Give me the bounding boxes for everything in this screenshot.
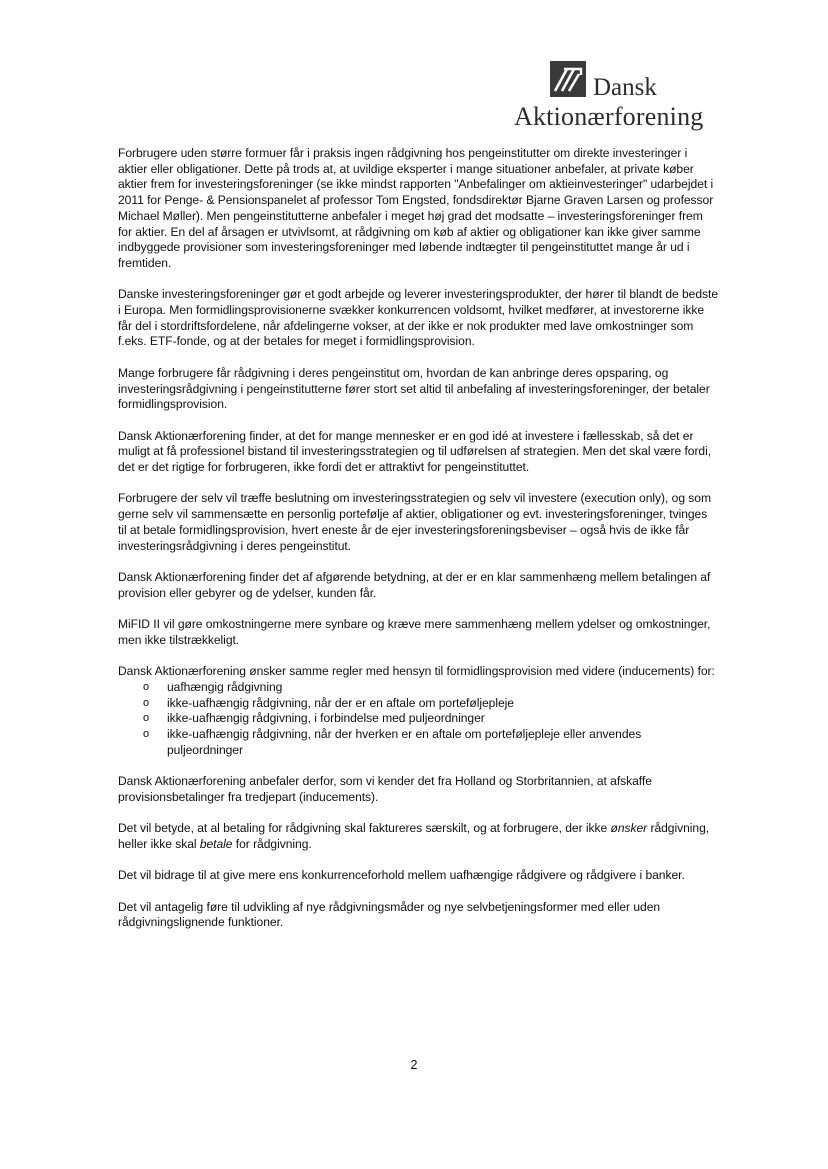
page-number: 2 bbox=[410, 1058, 418, 1072]
paragraph: Mange forbrugere får rådgivning i deres pengeinstitut om, hvordan de kan anbringe deres opsparing, og investeringsrådgivning i pengeinstitutterne fører stort set altid til anbefaling af investeringsforeninger, der betaler formidlingsprovision. bbox=[118, 365, 710, 412]
paragraph bbox=[118, 821, 718, 852]
bullet-marker: o bbox=[143, 680, 150, 693]
paragraph: Det vil bidrage til at give mere ens konkurrenceforhold mellem uafhængige rådgivere og rådgivere i banker. bbox=[118, 868, 685, 883]
paragraph: Dansk Aktionærforening finder, at det for mange mennesker er en god idé at investere i fællesskab, så det er muligt at få professionel bistand til investeringsstrategien og til udførelsen af strategien. Men det skal være fordi, det er det rigtige for forbrugeren, ikke fordi det er attraktivt for pengeinstituttet. bbox=[118, 428, 712, 475]
paragraph: Forbrugere uden større formuer får i praksis ingen rådgivning hos pengeinstitutter om direkte investeringer i aktier eller obligationer. Dette på trods at, at uvildige eksperter i mange situationer anbefaler, at private køber aktier frem for investeringsforeninger (se ikke mindst rapporten "Anbefalinger om aktieinvesteringer" udarbejdet i 2011 for Penge- & Pensionspanelet af professor Tom Engsted, fondsdirektør Bjarne Graven Larsen og professor Michael Møller). Men pengeinstitutterne anbefaler i meget høj grad det modsatte – investeringsforeninger frem for aktier. En del af årsagen er utvivlsomt, at rådgivning om køb af aktier og obligationer kan ikke giver samme indbyggede provisioner som investeringsforeninger med løbende indtægter til pengeinstituttet mange år ud i fremtiden. bbox=[118, 146, 714, 270]
bullet-marker: o bbox=[143, 696, 150, 709]
logo-text-line1: Dansk bbox=[593, 74, 657, 101]
paragraph: Danske investeringsforeninger gør et godt arbejde og leverer investeringsprodukter, der hører til blandt de bedste i Europa. Men formidlingsprovisionerne svækker konkurrencen voldsomt, hvilket medfører, at investorerne ikke får del i stordriftsfordelene, når afdelingerne vokser, at der ikke er nok produkter med lave omkostninger som f.eks. ETF-fonde, og at der betales for meget i formidlingsprovision. bbox=[118, 287, 718, 349]
paragraph: Dansk Aktionærforening anbefaler derfor, som vi kender det fra Holland og Storbritannien, at afskaffe provisionsbetalinger fra tredjepart (inducements). bbox=[118, 774, 652, 804]
logo-mark-icon bbox=[550, 61, 586, 97]
paragraph: Dansk Aktionærforening ønsker samme regler med hensyn til formidlingsprovision med videre (inducements) for: bbox=[118, 664, 715, 679]
paragraph: Forbrugere der selv vil træffe beslutning om investeringsstrategien og selv vil investere (execution only), og som gerne selv vil sammensætte en personlig portefølje af aktier, obligationer og evt. investeringsforeninger, tvinges til at betale formidlingsprovision, hvert eneste år de ejer investeringsforeningsbeviser – også hvis de ikke får investeringsrådgivning i deres pengeinstitut. bbox=[118, 491, 712, 553]
bullet-marker: o bbox=[143, 712, 150, 725]
bullet-list bbox=[118, 680, 718, 759]
list-item bbox=[118, 711, 718, 727]
paragraph: Dansk Aktionærforening finder det af afgørende betydning, at der er en klar sammenhæng mellem betalingen af provision eller gebyrer og de ydelser, kunden får. bbox=[118, 569, 711, 600]
list-item bbox=[118, 680, 718, 696]
bullet-marker: o bbox=[143, 727, 150, 740]
list-item bbox=[118, 696, 718, 712]
emphasis-text: ønsker bbox=[610, 821, 648, 836]
emphasis-text: betale bbox=[199, 836, 233, 851]
list-item-text: ikke-uafhængig rådgivning, når der er en aftale om porteføljepleje bbox=[167, 695, 514, 710]
paragraph: Det vil antagelig føre til udvikling af nye rådgivningsmåder og nye selvbetjeningsformer med eller uden rådgivningslignende funktioner. bbox=[118, 899, 661, 930]
list-item-text: uafhængig rådgivning bbox=[167, 679, 283, 694]
logo bbox=[514, 58, 724, 138]
list-item-text: ikke-uafhængig rådgivning, når der hverken er en aftale om porteføljepleje eller anvendes puljeordninger bbox=[167, 726, 642, 757]
text-run: rådgivning, heller ikke skal bbox=[118, 821, 710, 851]
paragraph: MiFID II vil gøre omkostningerne mere synbare og kræve mere sammenhæng mellem ydelser og omkostninger, men ikke tilstrækkeligt. bbox=[118, 617, 711, 647]
logo-text-line2: Aktionærforening bbox=[514, 102, 704, 131]
document-body bbox=[118, 146, 718, 947]
list-item bbox=[118, 727, 718, 758]
list-item-text: ikke-uafhængig rådgivning, i forbindelse med puljeordninger bbox=[167, 711, 485, 726]
text-run: for rådgivning. bbox=[232, 836, 312, 851]
text-run: Det vil betyde, at al betaling for rådgivning skal faktureres særskilt, og at forbrugere, der ikke bbox=[118, 821, 611, 836]
